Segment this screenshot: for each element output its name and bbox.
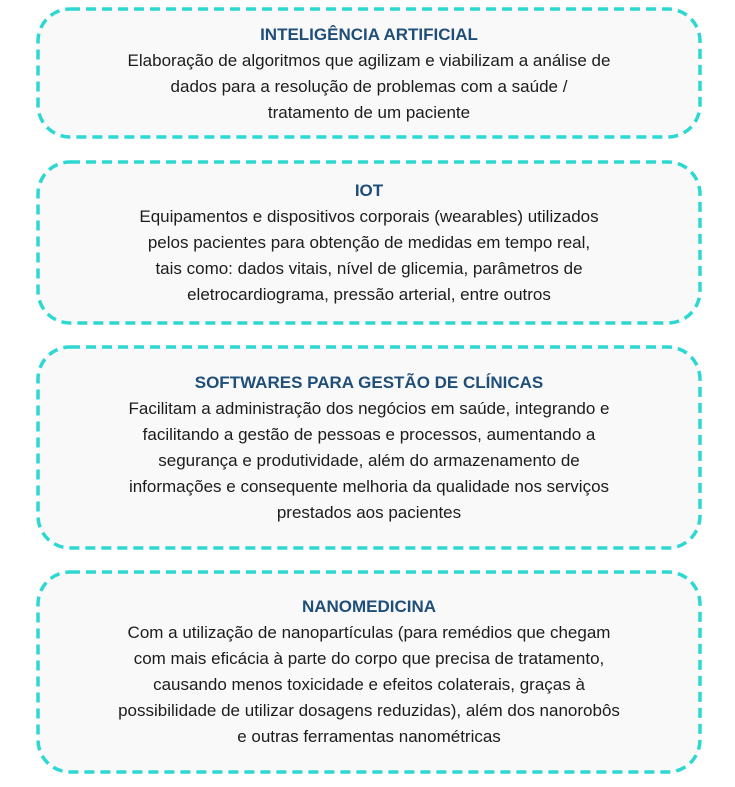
description-line: segurança e produtividade, além do armazenamento de	[158, 450, 580, 470]
description-line: prestados aos pacientes	[276, 502, 462, 522]
card-title: INTELIGÊNCIA ARTIFICIAL	[260, 25, 478, 44]
card-description	[129, 396, 610, 526]
description-line: facilitando a gestão de pessoas e processos, aumentando a	[142, 424, 596, 444]
description-line: causando menos toxicidade e efeitos colaterais, graças à	[153, 675, 585, 694]
description-line: informações e consequente melhoria da qualidade nos serviços	[128, 476, 610, 496]
description-line: Facilitam a administração dos negócios em saúde, integrando e	[128, 398, 610, 418]
card-title: IOT	[354, 180, 384, 200]
description-line: tais como: dados vitais, nível de glicemia, parâmetros de	[155, 258, 583, 278]
description-line: tratamento de um paciente	[267, 103, 471, 122]
description-line: Equipamentos e dispositivos corporais (wearables) utilizados	[139, 206, 599, 226]
description-line: possibilidade de utilizar dosagens reduzidas), além dos nanorobôs	[118, 701, 620, 720]
description-line: eletrocardiograma, pressão arterial, entre outros	[187, 284, 551, 304]
card-softwares-gestao-clinicas	[38, 347, 700, 548]
description-line: Elaboração de algoritmos que agilizam e viabilizam a análise de	[127, 51, 611, 70]
card-iot	[38, 162, 700, 323]
card-nanomedicina	[38, 572, 700, 772]
description-line: dados para a resolução de problemas com a saúde /	[170, 77, 568, 96]
card-description	[139, 204, 598, 308]
description-line: e outras ferramentas nanométricas	[237, 727, 501, 746]
description-line: com mais eficácia à parte do corpo que precisa de tratamento,	[133, 649, 605, 668]
card-description	[118, 620, 620, 750]
card-title: NANOMEDICINA	[301, 597, 437, 616]
description-line: pelos pacientes para obtenção de medidas em tempo real,	[147, 232, 591, 252]
card-description	[128, 48, 611, 126]
description-line: Com a utilização de nanopartículas (para remédios que chegam	[127, 623, 611, 642]
card-title: SOFTWARES PARA GESTÃO DE CLÍNICAS	[194, 372, 544, 392]
card-inteligencia-artificial	[38, 9, 700, 137]
